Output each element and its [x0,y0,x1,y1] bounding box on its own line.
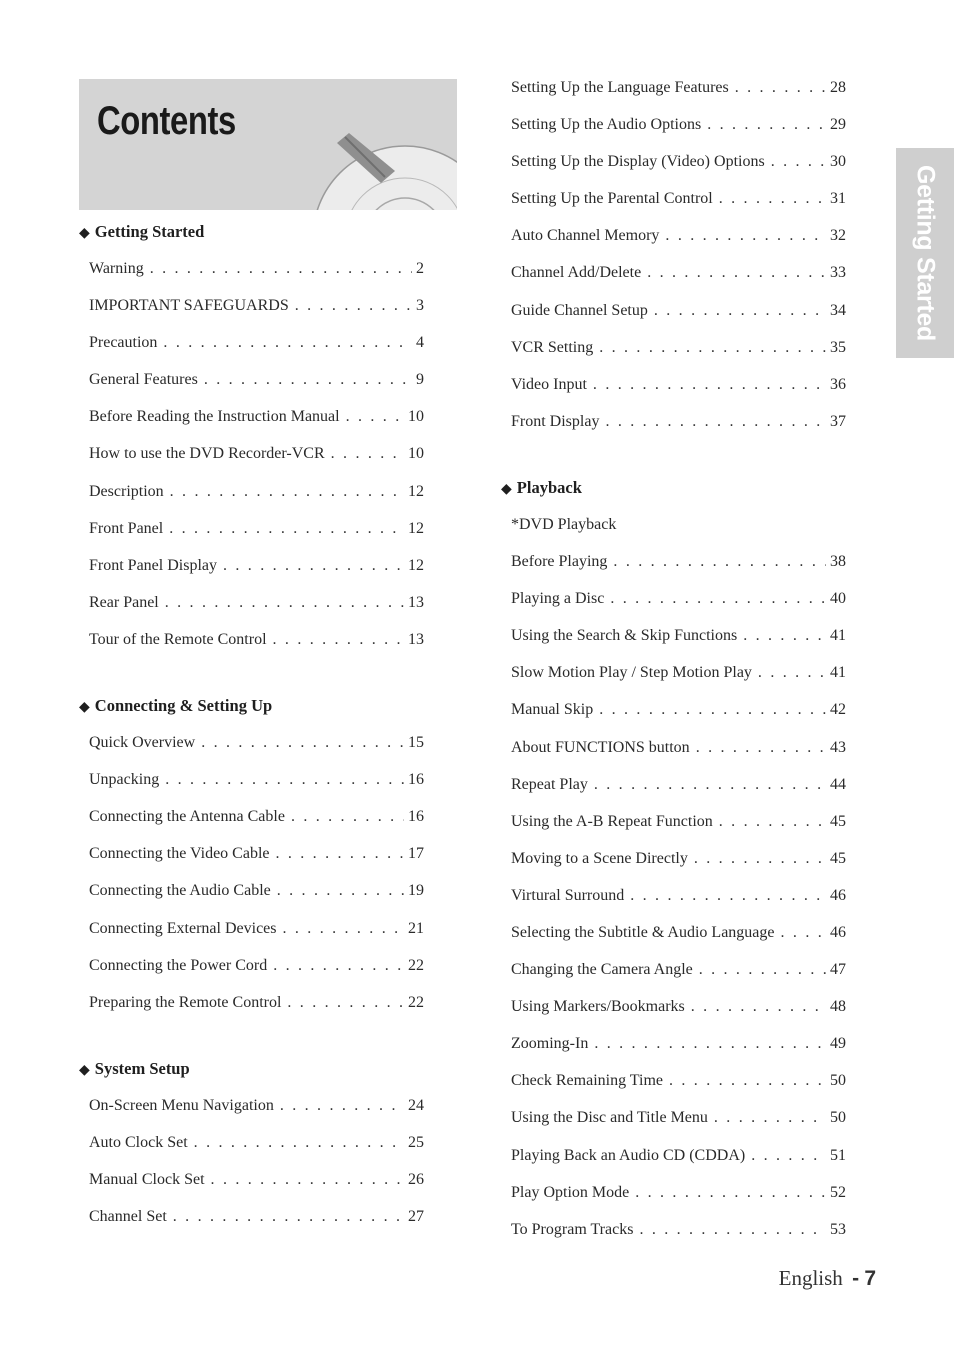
toc-entry[interactable] [501,72,846,109]
toc-entry[interactable] [79,801,424,838]
toc-entry-title: Front Panel Display [89,556,217,574]
toc-entry[interactable] [79,401,424,438]
dot-leader [165,764,404,795]
dot-leader [613,546,826,577]
toc-entry-page: 48 [830,998,846,1016]
toc-entry-page: 10 [408,445,424,463]
toc-entry[interactable] [79,987,424,1024]
toc-entry-title: Precaution [89,334,158,352]
toc-entry[interactable] [501,1177,846,1214]
dot-leader [291,801,404,832]
toc-entry-title: About FUNCTIONS button [511,738,690,756]
page-title: Contents [97,99,236,143]
toc-entry[interactable] [79,587,424,624]
toc-entry-page: 32 [830,227,846,245]
toc-entry-page: 13 [408,630,424,648]
toc-entry-title: Virtural Surround [511,886,625,904]
toc-entry[interactable] [501,146,846,183]
toc-entry-page: 51 [830,1146,846,1164]
dot-leader [635,1177,826,1208]
toc-entry-title: Using the Disc and Title Menu [511,1109,708,1127]
toc-entry-title: Front Display [511,412,600,430]
toc-entry-title: Auto Channel Memory [511,227,660,245]
footer-separator: - [852,1267,860,1290]
toc-entry[interactable] [79,1090,424,1127]
toc-entry[interactable] [79,327,424,364]
toc-entry[interactable] [501,694,846,731]
toc-entry[interactable] [501,620,846,657]
toc-entry-title: Description [89,482,164,500]
dot-leader [331,438,404,469]
toc-entry-title: To Program Tracks [511,1220,634,1238]
toc-entry-title: Connecting the Audio Cable [89,882,271,900]
side-tab-label: Getting Started [911,164,940,342]
toc-entry[interactable] [501,954,846,991]
section-heading [79,690,424,721]
toc-entry-title: On-Screen Menu Navigation [89,1096,274,1114]
toc-entry[interactable] [501,369,846,406]
dot-leader [751,1140,826,1171]
dot-leader [594,1028,826,1059]
toc-entry-page: 22 [408,993,424,1011]
toc-entry-title: Before Reading the Instruction Manual [89,408,340,426]
dot-leader [771,146,826,177]
toc-entry-page: 34 [830,301,846,319]
toc-entry-page: 50 [830,1072,846,1090]
toc-entry-page: 15 [408,734,424,752]
dot-leader [665,220,826,251]
dot-leader [283,913,405,944]
dot-leader [204,364,412,395]
page-footer [779,1266,876,1291]
dot-leader [630,880,826,911]
toc-entry[interactable] [501,406,846,443]
toc-section [79,1053,424,1238]
dot-leader [594,769,826,800]
toc-entry-page: 27 [408,1208,424,1226]
toc-section [501,72,846,443]
dot-leader [743,620,826,651]
toc-entry[interactable] [79,550,424,587]
toc-entry[interactable] [79,364,424,401]
dot-leader [719,806,826,837]
toc-entry-page: 36 [830,375,846,393]
toc-entry[interactable] [79,1127,424,1164]
dot-leader [173,1201,404,1232]
dot-leader [605,406,826,437]
diamond-bullet-icon: ◆ [79,226,90,241]
toc-entry[interactable] [79,624,424,661]
toc-entry-page: 53 [830,1220,846,1238]
toc-entry-page: 40 [830,590,846,608]
toc-entry-title: Video Input [511,375,587,393]
section-heading [501,472,846,503]
toc-entry[interactable] [79,727,424,764]
toc-entry[interactable] [79,838,424,875]
toc-entry-page: 45 [830,849,846,867]
toc-entry-page: 30 [830,153,846,171]
toc-entry-page: 31 [830,190,846,208]
section-heading [79,216,424,247]
toc-entry-page: 2 [416,260,424,277]
toc-entry[interactable] [501,1140,846,1177]
toc-entry-title: Setting Up the Parental Control [511,190,713,208]
toc-entry-title: General Features [89,371,198,389]
dot-leader [170,476,404,507]
dot-leader [169,513,404,544]
toc-entry-title: VCR Setting [511,338,594,356]
toc-entry[interactable] [501,991,846,1028]
toc-entry-title: Changing the Camera Angle [511,961,693,979]
toc-entry-page: 25 [408,1133,424,1151]
dot-leader [223,550,404,581]
toc-entry[interactable] [79,290,424,327]
toc-section [79,216,424,661]
section-heading-text: Connecting & Setting Up [94,696,273,716]
dot-leader [707,109,826,140]
toc-entry-page: 16 [408,771,424,789]
toc-entry-title: Using Markers/Bookmarks [511,998,685,1016]
dot-leader [287,987,404,1018]
toc-entry-title: Setting Up the Display (Video) Options [511,153,765,171]
toc-entry-title: Preparing the Remote Control [89,993,282,1011]
toc-entry-page: 22 [408,956,424,974]
toc-entry-title: Front Panel [89,519,164,537]
toc-entry[interactable] [501,806,846,843]
dot-leader [295,290,412,321]
toc-entry-title: Guide Channel Setup [511,301,648,319]
toc-entry-page: 13 [408,593,424,611]
dot-leader [781,917,826,948]
dot-leader [647,257,826,288]
toc-entry-title: Unpacking [89,771,160,789]
toc-entry-page: 44 [830,775,846,793]
toc-entry-page: 38 [830,553,846,571]
dot-leader [346,401,404,432]
toc-entry[interactable] [501,1065,846,1102]
toc-entry-title: Check Remaining Time [511,1072,663,1090]
toc-entry[interactable] [79,875,424,912]
toc-entry-title: Manual Clock Set [89,1170,205,1188]
toc-entry-page: 16 [408,808,424,826]
toc-entry-title: Connecting the Antenna Cable [89,808,285,826]
dot-leader [758,657,826,688]
section-heading [79,1053,424,1084]
section-heading-text: Getting Started [94,222,205,241]
toc-entry[interactable] [501,917,846,954]
dot-leader [639,1214,826,1245]
toc-entry-title: Zooming-In [511,1035,589,1053]
section-heading-text: System Setup [94,1058,190,1078]
toc-entry-page: 41 [830,664,846,682]
toc-entry[interactable] [79,253,424,290]
diamond-bullet-icon: ◆ [79,700,90,716]
toc-entry-title: Channel Set [89,1208,167,1226]
toc-entry[interactable] [501,657,846,694]
subheading-text: *DVD Playback [511,515,617,533]
toc-entry-page: 50 [830,1109,846,1127]
toc-entry-page: 42 [830,701,846,719]
dot-leader [273,624,404,655]
section-side-tab [896,148,954,358]
toc-entry-page: 10 [408,408,424,426]
toc-entry-page: 21 [408,919,424,937]
dot-leader [277,875,404,906]
toc-entry[interactable] [79,950,424,987]
toc-entry-page: 26 [408,1170,424,1188]
dot-leader [275,838,404,869]
diamond-bullet-icon: ◆ [501,481,512,497]
dot-leader [599,694,826,725]
toc-entry-page: 46 [830,886,846,904]
toc-entry[interactable] [501,843,846,880]
toc-entry-title: Quick Overview [89,734,196,752]
toc-entry[interactable] [501,295,846,332]
toc-entry-page: 33 [830,264,846,282]
toc-entry[interactable] [79,438,424,475]
toc-entry-page: 12 [408,482,424,500]
toc-entry-page: 9 [416,371,424,389]
footer-language: English [778,1266,843,1290]
toc-entry-title: Warning [89,260,144,277]
toc-entry[interactable] [501,1214,846,1251]
toc-entry-title: Repeat Play [511,775,588,793]
toc-section [501,472,846,1251]
section-heading-text: Playback [516,477,582,497]
toc-entry-page: 47 [830,961,846,979]
diamond-bullet-icon: ◆ [79,1062,90,1078]
toc-entry[interactable] [501,880,846,917]
toc-entry-title: Connecting External Devices [89,919,277,937]
toc-entry[interactable] [501,1028,846,1065]
dot-leader [165,587,404,618]
toc-entry-page: 24 [408,1096,424,1114]
disc-icon [315,123,457,210]
dot-leader [719,183,826,214]
dot-leader [273,950,404,981]
dot-leader [593,369,826,400]
toc-entry[interactable] [501,583,846,620]
toc-entry-page: 19 [408,882,424,900]
toc-entry-page: 49 [830,1035,846,1053]
toc-entry-title: Selecting the Subtitle & Audio Language [511,923,775,941]
dot-leader [654,295,826,326]
toc-entry-title: Setting Up the Language Features [511,79,729,96]
toc-entry-title: Play Option Mode [511,1183,630,1201]
dot-leader [280,1090,404,1121]
dot-leader [669,1065,826,1096]
toc-entry-title: Using the Search & Skip Functions [511,627,738,645]
toc-entry-page: 45 [830,812,846,830]
toc-entry[interactable] [501,732,846,769]
toc-entry-title: IMPORTANT SAFEGUARDS [89,297,289,315]
toc-entry[interactable] [501,220,846,257]
toc-entry[interactable] [501,1102,846,1139]
dot-leader [735,72,826,103]
toc-entry[interactable] [79,476,424,513]
toc-entry-title: Tour of the Remote Control [89,630,267,648]
toc-entry[interactable] [79,1201,424,1238]
toc-entry-page: 46 [830,923,846,941]
toc-entry-title: Setting Up the Audio Options [511,116,702,134]
toc-entry-page: 35 [830,338,846,356]
dot-leader [610,583,826,614]
toc-section [79,690,424,1024]
toc-entry-title: Manual Skip [511,701,594,719]
dot-leader [696,732,826,763]
dot-leader [163,327,412,358]
dot-leader [201,727,404,758]
toc-entry[interactable] [501,183,846,220]
dot-leader [211,1164,404,1195]
toc-entry-page: 37 [830,412,846,430]
contents-left-column [79,216,424,1267]
dot-leader [194,1127,404,1158]
toc-entry[interactable] [79,1164,424,1201]
toc-entry[interactable] [501,109,846,146]
toc-entry-page: 3 [416,297,424,315]
toc-entry-title: Connecting the Power Cord [89,956,268,974]
toc-entry-title: Moving to a Scene Directly [511,849,688,867]
contents-right-column [501,72,846,1280]
dot-leader [714,1102,826,1133]
toc-entry[interactable] [79,764,424,801]
toc-entry-page: 28 [830,79,846,96]
section-subheading [501,509,846,546]
toc-entry-page: 41 [830,627,846,645]
toc-entry-page: 43 [830,738,846,756]
dot-leader [691,991,826,1022]
toc-entry-page: 17 [408,845,424,863]
toc-entry-page: 12 [408,519,424,537]
toc-entry[interactable] [79,913,424,950]
toc-entry[interactable] [79,513,424,550]
toc-entry-title: Connecting the Video Cable [89,845,270,863]
toc-entry-page: 29 [830,116,846,134]
toc-entry-title: Auto Clock Set [89,1133,188,1151]
toc-entry-page: 12 [408,556,424,574]
toc-entry-title: Rear Panel [89,593,159,611]
toc-entry-page: 4 [416,334,424,352]
toc-entry[interactable] [501,769,846,806]
toc-entry-title: How to use the DVD Recorder-VCR [89,445,325,463]
contents-header [79,79,457,210]
dot-leader [599,332,826,363]
toc-entry-title: Before Playing [511,553,608,571]
page-number: 7 [864,1267,876,1290]
dot-leader [694,843,826,874]
dot-leader [699,954,826,985]
toc-entry-title: Playing Back an Audio CD (CDDA) [511,1146,746,1164]
toc-entry[interactable] [501,546,846,583]
toc-entry-title: Using the A-B Repeat Function [511,812,713,830]
toc-entry[interactable] [501,332,846,369]
toc-entry-title: Channel Add/Delete [511,264,642,282]
toc-entry-title: Slow Motion Play / Step Motion Play [511,664,752,682]
toc-entry-page: 52 [830,1183,846,1201]
toc-entry[interactable] [501,257,846,294]
dot-leader [150,253,412,284]
toc-entry-title: Playing a Disc [511,590,605,608]
